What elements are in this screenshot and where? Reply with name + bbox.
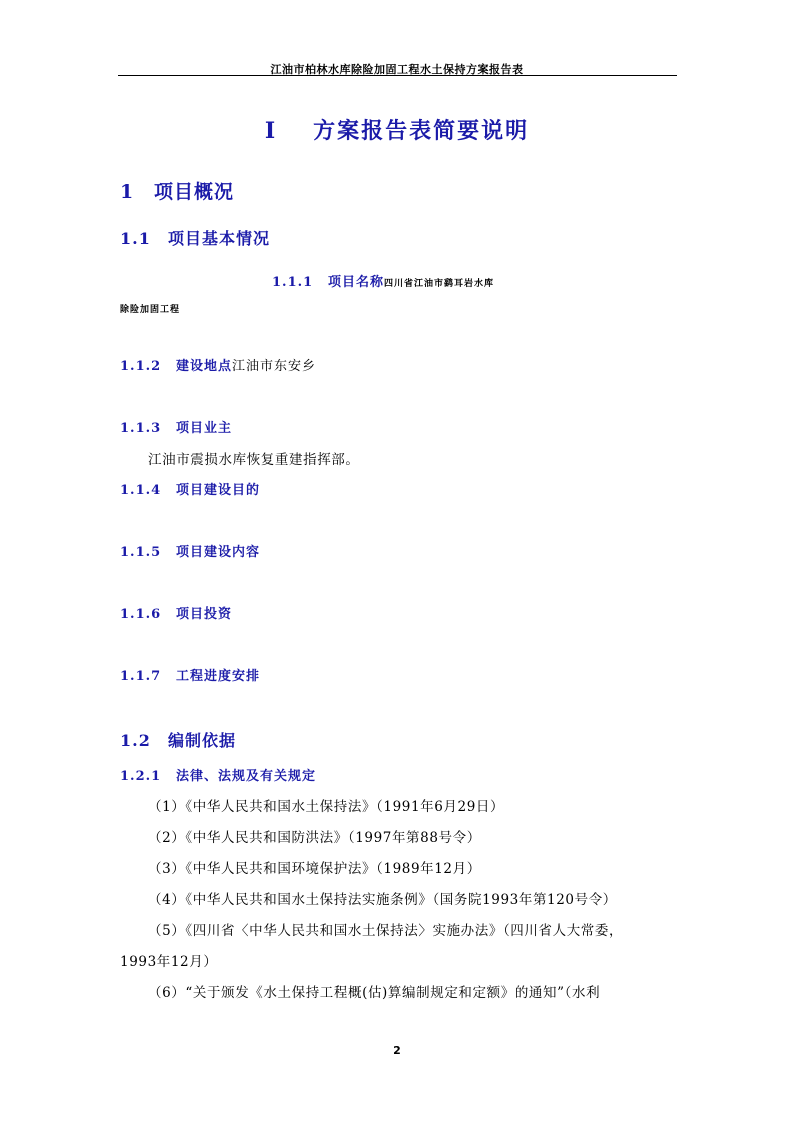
section-label: 法律、法规及有关规定 bbox=[176, 769, 317, 784]
section-1-2-heading bbox=[120, 728, 236, 751]
section-number: 1.2.1 bbox=[120, 769, 162, 784]
section-1-1-7-heading bbox=[120, 665, 260, 684]
location-value: 江油市东安乡 bbox=[232, 359, 317, 374]
section-1-heading bbox=[120, 177, 234, 204]
law-item: （2）《中华人民共和国防洪法》（1997年第88号令） bbox=[148, 830, 481, 846]
section-label: 项目名称 bbox=[328, 275, 385, 290]
section-number: 1.2 bbox=[120, 731, 151, 750]
chapter-number: I bbox=[264, 118, 278, 144]
law-item: （3）《中华人民共和国环境保护法》（1989年12月） bbox=[148, 861, 481, 877]
section-1-1-2-heading bbox=[120, 355, 316, 374]
chapter-title-text: 方案报告表简要说明 bbox=[313, 118, 530, 144]
law-item: （1）《中华人民共和国水土保持法》（1991年6月29日） bbox=[148, 799, 505, 815]
section-label: 项目建设内容 bbox=[176, 545, 261, 560]
section-number: 1.1 bbox=[120, 229, 151, 248]
section-number: 1 bbox=[120, 181, 135, 203]
section-number: 1.1.3 bbox=[120, 421, 162, 436]
section-number: 1.1.1 bbox=[272, 275, 314, 290]
section-label: 项目业主 bbox=[176, 421, 233, 436]
law-item: （6）“关于颁发《水土保持工程概(估)算编制规定和定额》的通知”（水利 bbox=[148, 985, 601, 1001]
section-number: 1.1.6 bbox=[120, 607, 162, 622]
page-number: 2 bbox=[393, 1044, 401, 1057]
section-1-2-1-heading bbox=[120, 765, 316, 784]
project-name-value: 四川省江油市鹞耳岩水库 bbox=[384, 279, 495, 289]
section-label: 建设地点 bbox=[176, 359, 233, 374]
section-number: 1.1.4 bbox=[120, 483, 162, 498]
section-number: 1.1.7 bbox=[120, 669, 162, 684]
section-1-1-3-heading bbox=[120, 417, 232, 436]
section-label: 项目建设目的 bbox=[176, 483, 261, 498]
law-item: （4）《中华人民共和国水土保持法实施条例》（国务院1993年第120号令） bbox=[148, 892, 617, 908]
section-1-1-4-heading bbox=[120, 479, 260, 498]
project-name-continuation: 除险加固工程 bbox=[120, 305, 181, 315]
owner-value: 江油市震损水库恢复重建指挥部。 bbox=[148, 452, 360, 468]
section-number: 1.1.5 bbox=[120, 545, 162, 560]
header-rule bbox=[118, 75, 677, 76]
section-label: 编制依据 bbox=[168, 731, 237, 750]
section-1-1-1-heading bbox=[272, 271, 494, 290]
law-item-continuation: 1993年12月） bbox=[120, 954, 218, 970]
chapter-title bbox=[0, 114, 794, 145]
law-item: （5）《四川省〈中华人民共和国水土保持法〉实施办法》（四川省人大常委， bbox=[148, 923, 624, 939]
section-number: 1.1.2 bbox=[120, 359, 162, 374]
section-label: 项目概况 bbox=[154, 181, 235, 203]
section-label: 项目投资 bbox=[176, 607, 233, 622]
section-label: 工程进度安排 bbox=[176, 669, 261, 684]
section-label: 项目基本情况 bbox=[168, 229, 271, 248]
section-1-1-6-heading bbox=[120, 603, 232, 622]
section-1-1-5-heading bbox=[120, 541, 260, 560]
section-1-1-heading bbox=[120, 226, 270, 249]
running-header: 江油市柏林水库除险加固工程水土保持方案报告表 bbox=[270, 63, 524, 76]
